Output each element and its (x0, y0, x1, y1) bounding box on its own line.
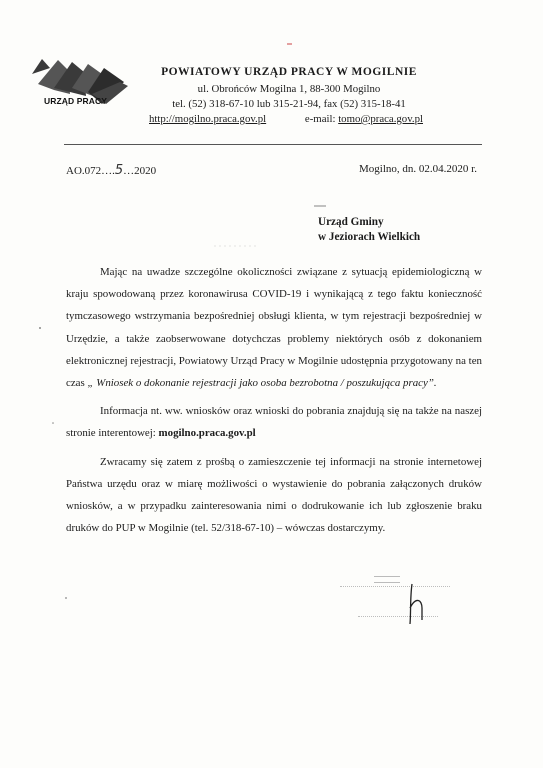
organization-name: POWIATOWY URZĄD PRACY W MOGILNIE (161, 66, 417, 78)
email-label: e-mail: (304, 113, 336, 125)
reference-handwritten-number: 5 (114, 163, 124, 178)
reference-suffix: …2020 (123, 165, 157, 177)
website-link[interactable]: http://mogilno.praca.gov.pl (149, 113, 267, 125)
address: ul. Obrońców Mogilna 1, 88-300 Mogilno (197, 83, 381, 95)
paragraph-1-text: Mając na uwadze szczególne okoliczności związane z sytuacją epidemiologiczną w kraju spowodowaną przez koronawirusa COVID-19 i wynikającą z tego faktu konieczność tymczasowego wstrzymania bezpośredniej obsługi klienta, w tym rejestracji bezpośredniej w Urzędzie, a także zaobserwowane dotychczas problemy niektórych osób z dokonaniem elektronicznej rejestracji, Powiatowy Urząd Pracy w Mogilnie udostępnia przygotowany na ten czas (66, 266, 482, 390)
website-reference: mogilno.praca.gov.pl (158, 427, 256, 440)
logo-text: URZĄD PRACY (44, 96, 107, 106)
recipient-line-2: w Jeziorach Wielkich (318, 231, 421, 243)
form-title: „ Wniosek o dokonanie rejestracji jako osoba bezrobotna / poszukująca pracy”. (87, 377, 437, 390)
paragraph-2-text: Informacja nt. ww. wniosków oraz wnioski do pobrania znajdują się na także na naszej stronie interentowej: (66, 405, 482, 440)
reference-prefix: AO.072…. (66, 165, 115, 177)
phone-numbers: tel. (52) 318-67-10 lub 315-21-94, fax (52) 315-18-41 (172, 98, 406, 110)
email-link[interactable]: tomo@praca.gov.pl (338, 113, 423, 125)
letter-date: Mogilno, dn. 02.04.2020 r. (359, 163, 477, 175)
recipient-line-1: Urząd Gminy (318, 216, 384, 228)
paragraph-3-text: Zwracamy się zatem z prośbą o zamieszczenie tej informacji na stronie internetowej Państwa urzędu oraz w miarę możliwości o wystawienie do pobrania załączonych druków wniosków, a w przypadku zainteresowania nimi o dodrukowanie ich lub zgłoszenie braku druków do PUP w Mogilnie (tel. 52/318-67-10) – wówczas dostarczymy. (66, 455, 482, 535)
